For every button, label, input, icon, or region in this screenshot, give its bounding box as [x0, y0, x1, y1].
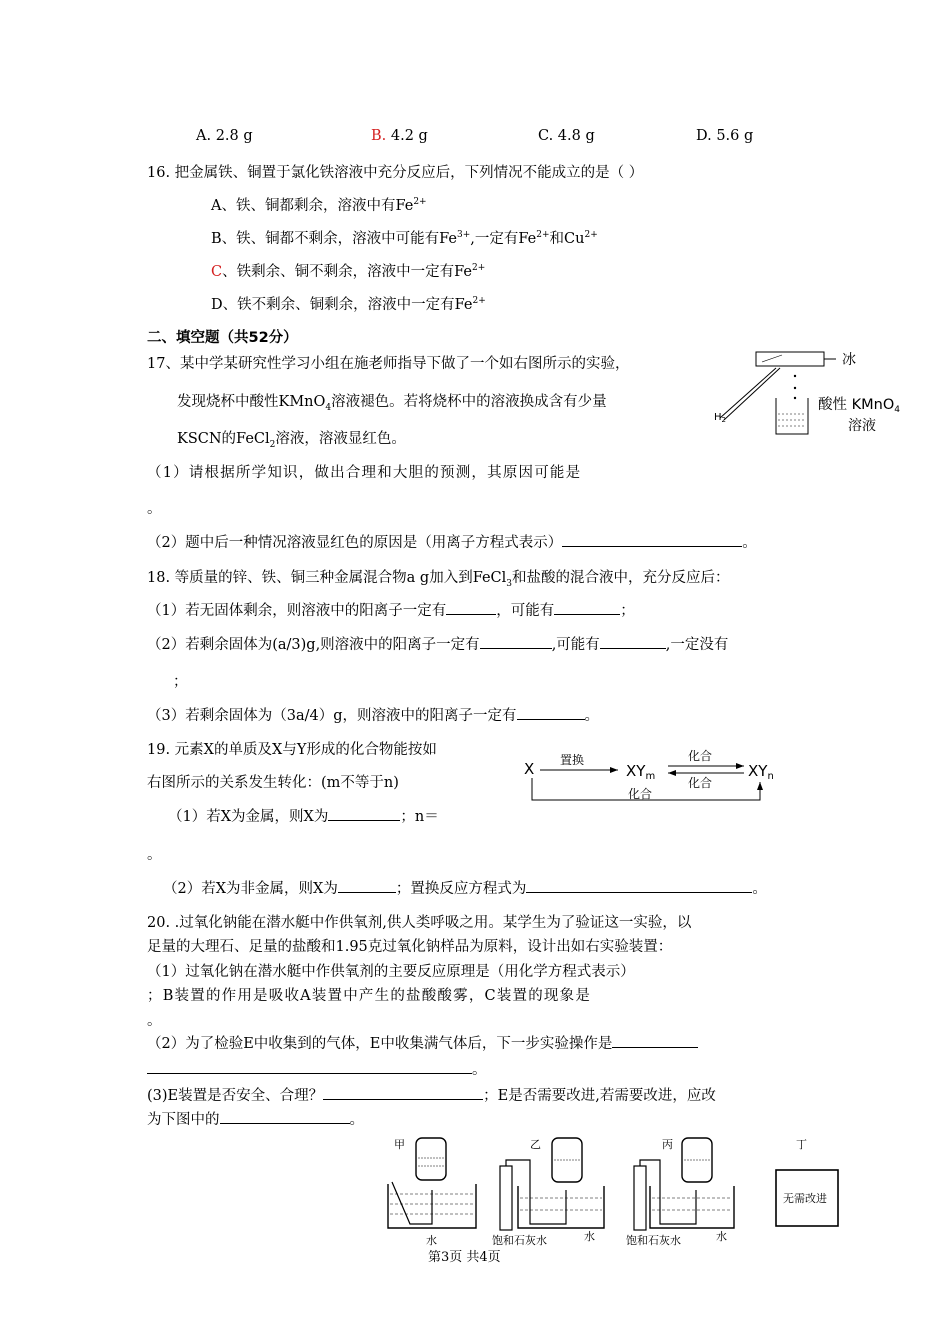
- q19-p2-b: ；置换反应方程式为: [395, 881, 527, 897]
- q16-b-sup3: 2+: [584, 230, 598, 241]
- q17-line3-b: 溶液，溶液显红色。: [275, 431, 406, 447]
- q17-part2-end: 。: [742, 535, 757, 551]
- q18-p1-b: ，可能有: [496, 603, 555, 619]
- q17-line2-a: 发现烧杯中酸性KMnO: [177, 394, 326, 410]
- q17-part1-end: 。: [147, 501, 162, 517]
- q18-part3: [147, 704, 599, 725]
- q19-part1-end: 。: [147, 847, 162, 863]
- apparatus-bing: [626, 1138, 734, 1247]
- label-ding: 丁: [796, 1138, 807, 1151]
- q17-part2: [147, 531, 757, 552]
- q18-p2-a: （2）若剩余固体为(a/3)g,则溶液中的阳离子一定有: [147, 637, 480, 653]
- q16-option-b: [211, 227, 598, 248]
- label-h2: $H_2$: [714, 412, 726, 424]
- q15-option-b: [371, 128, 428, 144]
- q20-part3: [147, 1084, 716, 1105]
- q19-p2-blank2[interactable]: [526, 878, 752, 893]
- q19-p1-b: ；n＝: [400, 809, 439, 825]
- q20-p2-blank1[interactable]: [612, 1033, 698, 1048]
- q19-p2-end: 。: [752, 881, 767, 897]
- q17-line3: [177, 427, 406, 448]
- q18-stem-a: 18. 等质量的锌、铁、铜三种金属混合物a g加入到FeCl: [147, 570, 507, 586]
- q19-p1-blank[interactable]: [328, 806, 400, 821]
- apparatus-ding: [776, 1138, 838, 1226]
- q18-stem-b: 和盐酸的混合液中，充分反应后：: [512, 570, 730, 586]
- label-combine-top: 化合: [688, 749, 713, 763]
- q17-part1: （1）请根据所学知识，做出合理和大胆的预测，其原因可能是: [147, 465, 582, 481]
- label-xym: $XY_m$: [626, 762, 656, 782]
- q18-p2-blank1[interactable]: [480, 634, 552, 649]
- q18-p1-end: ；: [620, 603, 635, 619]
- q20-part3-line2: [147, 1108, 364, 1129]
- q17-line3-a: KSCN的FeCl: [177, 431, 270, 447]
- q20-p2-a: （2）为了检验E中收集到的气体，E中收集满气体后，下一步实验操作是: [147, 1036, 613, 1052]
- q18-p3-blank[interactable]: [517, 705, 585, 720]
- label-no-improve: 无需改进: [783, 1192, 827, 1205]
- q16-b-text2: ,一定有Fe: [470, 231, 537, 247]
- q18-p1-blank1[interactable]: [446, 600, 496, 615]
- q20-line2: 足量的大理石、足量的盐酸和1.95克过氧化钠样品为原料，设计出如右实验装置：: [147, 939, 673, 955]
- q18-p3-a: （3）若剩余固体为（3a/4）g，则溶液中的阳离子一定有: [147, 708, 517, 724]
- q18-p2-c: ,一定没有: [665, 637, 729, 653]
- q17-answer-blank[interactable]: [562, 532, 742, 547]
- q15-option-b-text: 4.2 g: [390, 128, 428, 144]
- q17-line2: [177, 390, 607, 411]
- q16-stem: 16. 把金属铁、铜置于氯化铁溶液中充分反应后，下列情况不能成立的是（ ）: [147, 165, 644, 181]
- q19-part2: [163, 877, 767, 898]
- q18-part1: [147, 599, 635, 620]
- q16-b-sup2: 2+: [536, 230, 550, 241]
- page-footer: 第3页 共4页: [428, 1250, 501, 1265]
- q20-p3-c: 为下图中的: [147, 1112, 220, 1128]
- q20-p3-end: 。: [349, 1112, 364, 1128]
- label-bing: 丙: [662, 1138, 673, 1151]
- q16-a-sup: 2+: [413, 197, 427, 208]
- label-combine-mid: 化合: [688, 776, 713, 790]
- section-title: 二、填空题（共52分）: [147, 330, 298, 346]
- q16-a-text: A、铁、铜都剩余，溶液中有Fe: [211, 198, 414, 214]
- label-displace: 置换: [560, 753, 585, 767]
- q19-line2: 右图所示的关系发生转化：(m不等于n): [147, 775, 399, 791]
- label-water3: 水: [716, 1230, 727, 1243]
- q20-p2-blank2[interactable]: [147, 1059, 472, 1074]
- q15-option-a: A. 2.8 g: [196, 128, 253, 144]
- q16-c-letter: C: [211, 264, 223, 280]
- label-solution: 溶液: [848, 418, 876, 434]
- q20-p3-b: ；E是否需要改进,若需要改进，应改: [483, 1088, 716, 1104]
- q16-option-d: [211, 293, 486, 314]
- q16-option-c: [211, 260, 485, 281]
- q20-part2-line2: [147, 1058, 487, 1079]
- q17-line3-sub: 2: [269, 439, 276, 450]
- q16-b-text3: 和Cu: [549, 231, 585, 247]
- q16-c-text: 、铁剩余、铜不剩余，溶液中一定有Fe: [222, 264, 472, 280]
- q18-stem-sub: 3: [506, 578, 513, 589]
- q18-p3-end: 。: [584, 708, 599, 724]
- q20-part1: （1）过氧化钠在潜水艇中作供氧剂的主要反应原理是（用化学方程式表示）: [147, 964, 635, 980]
- q17-line2-sub: 4: [325, 402, 332, 413]
- q16-b-text1: B、铁、铜都不剩余，溶液中可能有Fe: [211, 231, 458, 247]
- label-acid-kmno4: 酸性 KMnO$_4$: [818, 397, 900, 415]
- q19-part1: [168, 805, 439, 826]
- q18-part2: [147, 633, 728, 654]
- q15-option-d: D. 5.6 g: [696, 128, 754, 144]
- q20-p3-a: (3)E装置是否安全、合理？: [147, 1088, 324, 1104]
- ice-tray: [756, 352, 824, 366]
- q16-d-sup: 2+: [472, 296, 486, 307]
- q16-option-a: [211, 194, 427, 215]
- q15-option-b-letter: B.: [371, 128, 387, 144]
- label-ice: 冰: [842, 352, 856, 368]
- beaker: [776, 398, 808, 434]
- q17-part2-text: （2）题中后一种情况溶液显红色的原因是（用离子方程式表示）: [147, 535, 563, 551]
- label-yi: 乙: [530, 1138, 541, 1151]
- q19-p1-a: （1）若X为金属，则X为: [168, 809, 329, 825]
- q19-p2-a: （2）若X为非金属，则X为: [163, 881, 338, 897]
- q16-c-sup: 2+: [471, 263, 486, 274]
- label-limewater2: 饱和石灰水: [626, 1234, 681, 1247]
- q19-p2-blank1[interactable]: [338, 878, 396, 893]
- q18-stem: [147, 566, 730, 587]
- q16-d-text: D、铁不剩余、铜剩余，溶液中一定有Fe: [211, 297, 473, 313]
- q20-gas-collection-figure: [380, 1132, 850, 1252]
- q16-b-sup1: 3+: [457, 230, 471, 241]
- q17-apparatus-figure: [700, 340, 920, 445]
- q20-p3-blank2[interactable]: [220, 1109, 350, 1124]
- label-water2: 水: [584, 1230, 595, 1243]
- label-combine-bottom: 化合: [628, 787, 653, 801]
- h2-tube: [720, 368, 776, 418]
- q20-part1-end: 。: [147, 1013, 162, 1029]
- q19-conversion-diagram: [520, 742, 790, 804]
- q18-p1-blank2[interactable]: [554, 600, 620, 615]
- label-water1: 水: [426, 1234, 437, 1247]
- apparatus-jia: [388, 1138, 476, 1247]
- label-x: X: [524, 760, 535, 778]
- q20-part2: [147, 1032, 698, 1053]
- apparatus-yi: [492, 1138, 604, 1247]
- label-xyn: $XY_n$: [748, 762, 774, 782]
- q19-line1: 19. 元素X的单质及X与Y形成的化合物能按如: [147, 742, 437, 758]
- label-jia: 甲: [394, 1138, 405, 1151]
- q15-option-c: C. 4.8 g: [538, 128, 595, 144]
- q18-p1-a: （1）若无固体剩余，则溶液中的阳离子一定有: [147, 603, 447, 619]
- q17-line2-b: 溶液褪色。若将烧杯中的溶液换成含有少量: [331, 394, 607, 410]
- q20-part1-b: ；B装置的作用是吸收A装置中产生的盐酸酸雾，C装置的现象是: [147, 988, 592, 1004]
- q17-line1: 17、某中学某研究性学习小组在施老师指导下做了一个如右图所示的实验，: [147, 356, 630, 372]
- q20-p3-blank1[interactable]: [323, 1085, 483, 1100]
- q18-p2-b: ,可能有: [551, 637, 600, 653]
- q20-p2-end: 。: [472, 1062, 487, 1078]
- q18-p2-blank2[interactable]: [600, 634, 666, 649]
- q20-line1: 20. .过氧化钠能在潜水艇中作供氧剂,供人类呼吸之用。某学生为了验证这一实验，以: [147, 915, 692, 931]
- label-limewater1: 饱和石灰水: [492, 1234, 547, 1247]
- q18-part2-end: ；: [173, 674, 188, 690]
